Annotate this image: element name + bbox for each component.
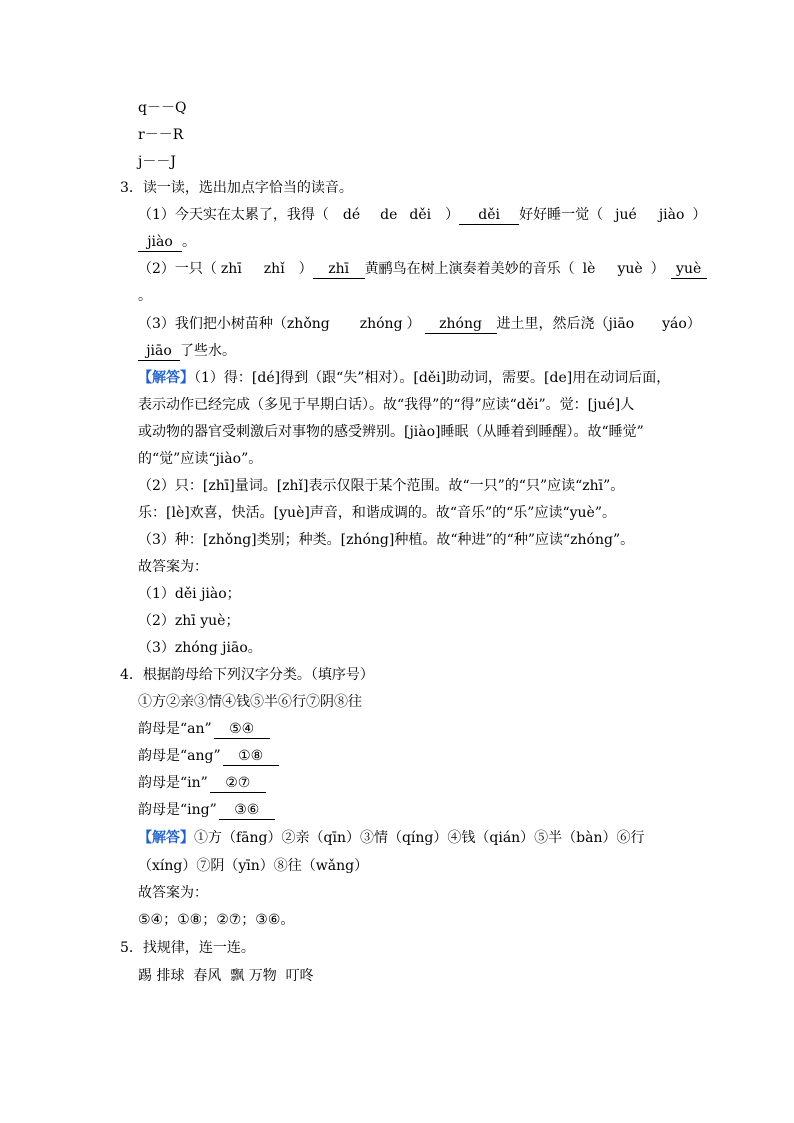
mapping-line: j－－J (138, 154, 176, 170)
mapping-line: r－－R (138, 127, 184, 143)
q4-answer-line: ⑤④；①⑧；②⑦；③⑥。 (138, 912, 295, 928)
answer-blank: yuè (671, 260, 707, 279)
mapping-line: q－－Q (138, 100, 187, 116)
q3-answer-line: （3）zhóng jiāo。 (138, 640, 262, 656)
question-5-title: 5．找规律，连一连。 (120, 940, 255, 956)
q3-explain-line: 表示动作已经完成（多见于早期白话）。故“我得”的“得”应读“děi”。觉：[jué]人 (138, 397, 635, 413)
answer-tag: 【解答】 (138, 830, 194, 846)
q3-sentence-1: （1）今天实在太累了，我得（ dé de děi ） děi 好好睡一觉（ jué jiào ） (138, 207, 707, 223)
answer-blank: zhóng (425, 315, 497, 334)
q3-sentence-3-cont: jiāo 了些水。 (138, 341, 236, 361)
q4-row: 韵母是“ing” ③⑥ (138, 800, 275, 820)
q5-word-list: 踢 排球 春风 飘 万物 叮咚 (138, 968, 314, 984)
q3-answer-line: （2）zhī yuè； (138, 613, 240, 629)
q3-explain-line: 乐：[lè]欢喜，快活。[yuè]声音，和谐成调的。故“音乐”的“乐”应读“yuè”。 (138, 505, 616, 521)
q3-sentence-3: （3）我们把小树苗种（zhǒng zhóng ） zhóng 进土里，然后浇（jiāo yáo） (138, 316, 701, 332)
answer-blank: zhī (313, 260, 365, 279)
q3-explain-line: （3）种：[zhǒng]类别；种类。[zhóng]种植。故“种进”的“种”应读“zhóng”。 (138, 532, 635, 548)
answer-blank: jiào (138, 233, 182, 252)
question-3-title: 3．读一读，选出加点字恰当的读音。 (120, 180, 353, 196)
answer-blank: jiāo (138, 342, 180, 361)
q3-answer-line: （1）děi jiào； (138, 586, 241, 602)
q4-explain-line: 【解答】①方（fāng）②亲（qīn）③情（qíng）④钱（qián）⑤半（bàn）⑥行 (138, 830, 645, 846)
q3-sentence-1-cont: jiào 。 (138, 232, 196, 252)
q3-explain-line: 故答案为： (138, 559, 208, 575)
q4-explain-line: （xíng）⑦阴（yīn）⑧往（wǎng） (138, 858, 369, 874)
q4-character-list: ①方②亲③情④钱⑤半⑥行⑦阴⑧往 (138, 694, 362, 710)
q3-explain-line: 【解答】（1）得：[dé]得到（跟“失”相对）。[děi]助动词，需要。[de]用在动词后面， (138, 370, 671, 386)
q3-sentence-2: （2）一只（ zhī zhǐ ） zhī 黄鹂鸟在树上演奏着美妙的音乐（ lè yuè ） yuè (138, 259, 707, 279)
answer-blank: děi (459, 206, 519, 225)
q4-explain-line: 故答案为： (138, 885, 208, 901)
question-4-title: 4．根据韵母给下列汉字分类。（填序号） (120, 667, 374, 683)
answer-blank: ③⑥ (219, 801, 275, 820)
q4-row: 韵母是“in” ②⑦ (138, 773, 266, 793)
q3-sentence-2-cont: 。 (138, 288, 152, 304)
q4-row: 韵母是“an” ⑤④ (138, 719, 270, 739)
answer-blank: ⑤④ (214, 720, 270, 739)
answer-tag: 【解答】 (138, 370, 194, 386)
q3-explain-line: （2）只：[zhī]量词。[zhǐ]表示仅限于某个范围。故“一只”的“只”应读“zhī”。 (138, 478, 625, 494)
answer-blank: ②⑦ (210, 774, 266, 793)
answer-blank: ①⑧ (223, 747, 279, 766)
q4-row: 韵母是“ang” ①⑧ (138, 746, 279, 766)
q3-explain-line: 或动物的器官受刺激后对事物的感受辨别。[jiào]睡眠（从睡着到睡醒）。故“睡觉” (138, 424, 644, 440)
q3-explain-line: 的“觉”应读“jiào”。 (138, 451, 263, 467)
